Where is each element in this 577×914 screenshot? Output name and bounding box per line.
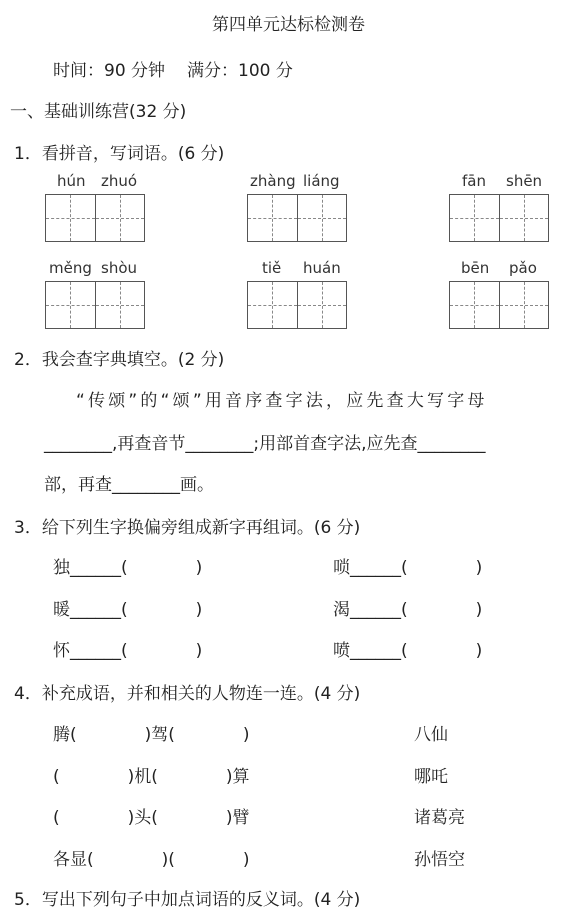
- pinyin-label: huán: [303, 259, 341, 277]
- question-5-heading: 5．写出下列句子中加点词语的反义词。(4 分): [14, 890, 361, 910]
- character: 怀: [53, 641, 70, 661]
- pinyin-label: liáng: [303, 172, 340, 190]
- idiom-blank[interactable]: 腾( )驾( ): [53, 725, 250, 745]
- character-item: [53, 636, 202, 661]
- writing-grid[interactable]: [45, 194, 145, 242]
- character: 喷: [333, 641, 350, 661]
- writing-grid[interactable]: [449, 194, 549, 242]
- character-item: [53, 595, 202, 620]
- pinyin-label: pǎo: [509, 259, 537, 277]
- pinyin-label: shēn: [506, 172, 543, 190]
- exam-time: 时间：90 分钟: [53, 61, 166, 81]
- question-2-text[interactable]: 部，再查________画。: [44, 475, 214, 495]
- answer-blank[interactable]: ______( ): [350, 641, 483, 661]
- pinyin-label: zhàng: [250, 172, 296, 190]
- person-name[interactable]: 孙悟空: [414, 850, 465, 870]
- question-1-heading: 1．看拼音，写词语。(6 分): [14, 144, 225, 164]
- answer-blank[interactable]: ______( ): [350, 600, 483, 620]
- idiom-blank[interactable]: ( )机( )算: [53, 767, 250, 787]
- character: 唢: [333, 558, 350, 578]
- writing-grid[interactable]: [45, 281, 145, 329]
- person-name[interactable]: 八仙: [414, 725, 448, 745]
- pinyin-label: zhuó: [101, 172, 138, 190]
- idiom-blank[interactable]: 各显( )( ): [53, 850, 250, 870]
- person-name[interactable]: 哪吒: [414, 767, 448, 787]
- answer-blank[interactable]: ______( ): [70, 641, 203, 661]
- answer-blank[interactable]: ______( ): [70, 558, 203, 578]
- answer-blank[interactable]: ______( ): [70, 600, 203, 620]
- exam-score: 满分：100 分: [187, 61, 293, 81]
- question-2-text[interactable]: ________,再查音节________;用部首查字法,应先查________: [44, 434, 486, 454]
- section-heading: 一、基础训练营(32 分): [10, 102, 187, 122]
- pinyin-label: měng: [49, 259, 92, 277]
- character: 暖: [53, 600, 70, 620]
- pinyin-label: fān: [462, 172, 486, 190]
- character: 独: [53, 558, 70, 578]
- character-item: [53, 553, 202, 578]
- character-item: [333, 553, 482, 578]
- character-item: [333, 595, 482, 620]
- character: 渴: [333, 600, 350, 620]
- pinyin-label: bēn: [461, 259, 490, 277]
- pinyin-label: tiě: [262, 259, 282, 277]
- writing-grid[interactable]: [247, 281, 347, 329]
- question-4-heading: 4．补充成语，并和相关的人物连一连。(4 分): [14, 684, 361, 704]
- pinyin-label: hún: [57, 172, 86, 190]
- character-item: [333, 636, 482, 661]
- page-title: 第四单元达标检测卷: [212, 15, 365, 35]
- writing-grid[interactable]: [247, 194, 347, 242]
- question-2-text: “传颂”的“颂”用音序查字法，应先查大写字母: [76, 391, 488, 411]
- answer-blank[interactable]: ______( ): [350, 558, 483, 578]
- question-3-heading: 3．给下列生字换偏旁组成新字再组词。(6 分): [14, 518, 361, 538]
- pinyin-label: shòu: [101, 259, 138, 277]
- idiom-blank[interactable]: ( )头( )臂: [53, 808, 250, 828]
- writing-grid[interactable]: [449, 281, 549, 329]
- person-name[interactable]: 诸葛亮: [414, 808, 465, 828]
- question-2-heading: 2．我会查字典填空。(2 分): [14, 350, 225, 370]
